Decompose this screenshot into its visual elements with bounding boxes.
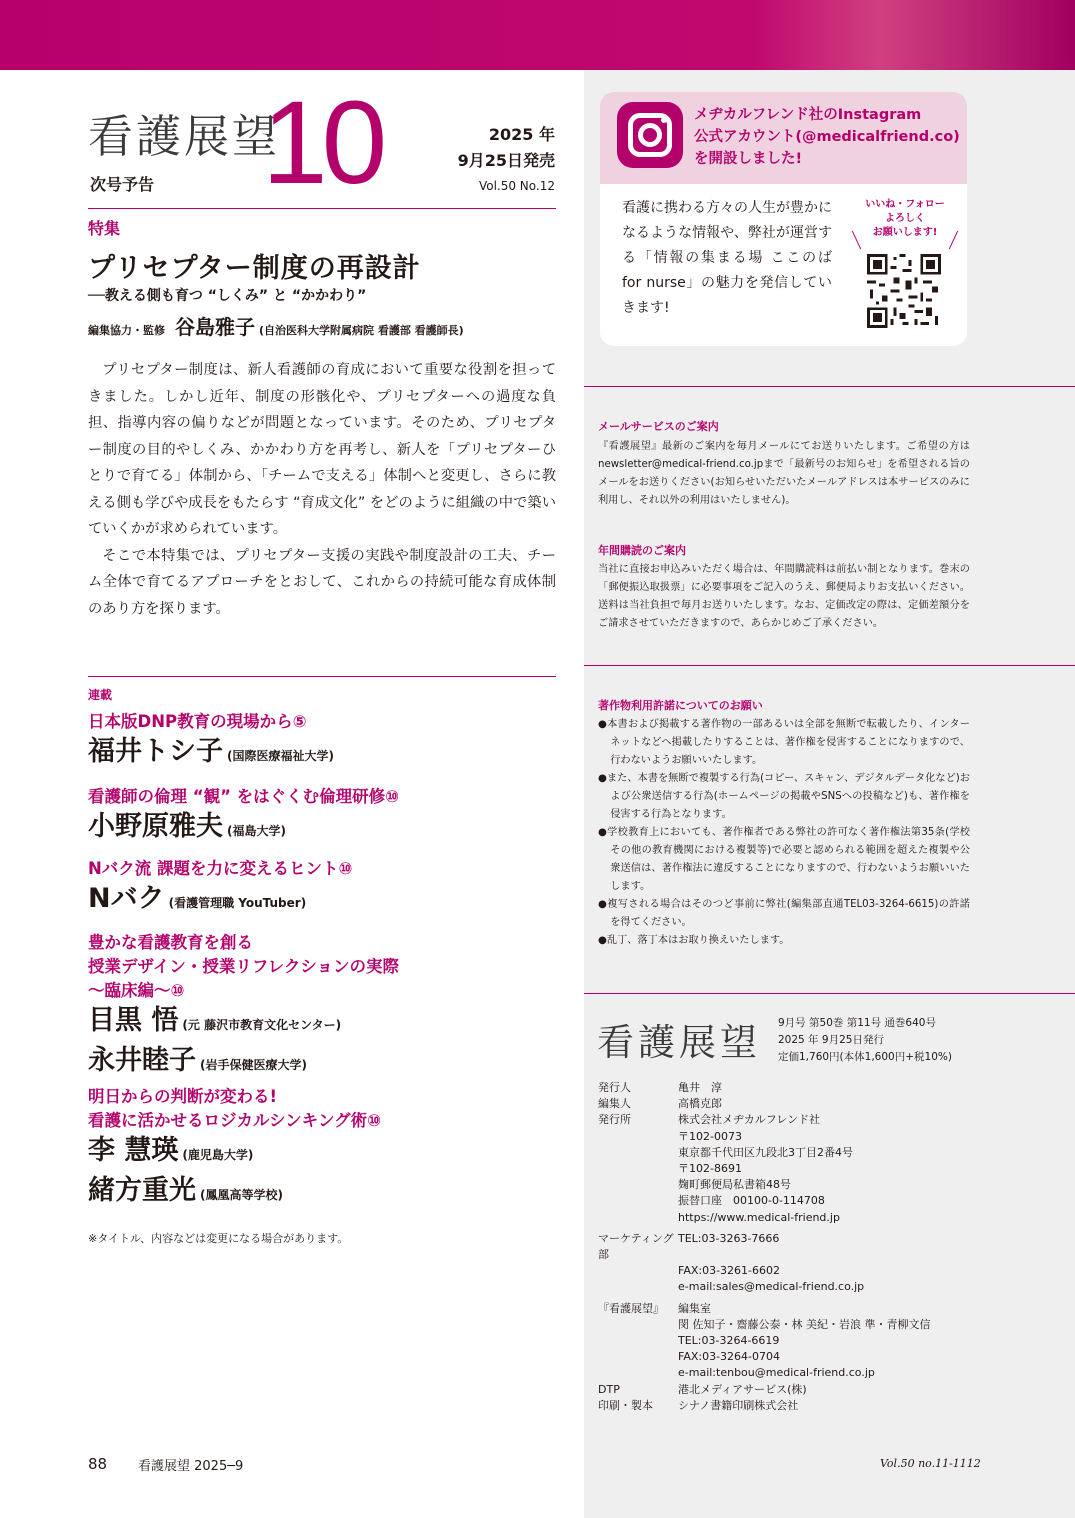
price: 定価1,760円(本体1,600円+税10%)	[778, 1051, 952, 1063]
serial-item	[88, 857, 558, 921]
page-number: 88	[88, 1455, 108, 1473]
email-link[interactable]: e-mail:sales@medical-friend.co.jp	[678, 1280, 865, 1294]
change-note: ※タイトル、内容などは変更になる場合があります。	[88, 1232, 349, 1245]
serial-author	[88, 1173, 558, 1213]
feature-title: プリセプター制度の再設計	[88, 253, 421, 284]
author-affiliation: (看護管理職 YouTuber)	[168, 896, 307, 910]
divider	[88, 208, 556, 209]
label: 編集人	[598, 1097, 631, 1111]
email-link[interactable]: e-mail:tenbou@medical-friend.co.jp	[678, 1366, 875, 1380]
serial-author	[88, 1133, 558, 1173]
intro-paragraph: そこで本特集では、プリセプター支援の実践や制度設計の工夫、チーム全体で育てるアプローチをとおして、これからの持続可能な育成体制のあり方を探ります。	[88, 547, 556, 617]
headline-line: メヂカルフレンド社のInstagram	[694, 107, 922, 123]
mail-service-title: メールサービスのご案内	[598, 420, 719, 433]
copyright-title: 著作物利用許諾についてのお願い	[598, 699, 763, 712]
author-name: 福井トシ子	[88, 736, 223, 767]
serial-title: 明日からの判断が変わる! 看護に活かせるロジカルシンキング術⑩	[88, 1087, 382, 1130]
author-name: 小野原雅夫	[88, 811, 223, 842]
serial-author	[88, 881, 558, 921]
author-affiliation: (国際医療福祉大学)	[227, 749, 334, 763]
value: 〒102-8691	[678, 1162, 742, 1176]
value: TEL:03-3264-6619	[678, 1334, 780, 1348]
label: マーケティング部	[598, 1231, 674, 1262]
value: TEL:03-3263-7666	[678, 1231, 780, 1245]
release-year: 2025 年	[488, 125, 555, 144]
feature-editor	[88, 311, 464, 340]
value: FAX:03-3261-6602	[678, 1264, 781, 1278]
copyright-item: ●学校教育上においても、著作権者である弊社の許可なく著作権法第35条(学校その他の教育機関における複製等)で必要と認められる範囲を超えた複製や公衆送信は、著作権法に違反することになりますので、行わないようお願いいたします。	[598, 827, 970, 892]
headline-line: を開設しました!	[694, 151, 803, 167]
value: 東京都千代田区九段北3丁目2番4号	[678, 1145, 853, 1159]
feature-label: 特集	[88, 219, 121, 238]
editor-name: 谷島雅子	[175, 315, 255, 339]
serial-author	[88, 734, 558, 774]
instagram-headline	[694, 104, 960, 170]
serials-label: 連載	[88, 688, 113, 702]
issue-date: 2025 年 9月25日発行	[778, 1034, 884, 1046]
magazine-title: 看護展望	[88, 110, 281, 163]
serial-title: 看護師の倫理 “観” をはぐくむ倫理研修⑩	[88, 787, 400, 806]
divider	[584, 386, 1075, 387]
label: DTP	[598, 1382, 620, 1396]
value: 閔 佐知子・齋藤公泰・林 美紀・岩浪 準・青柳文信	[678, 1317, 931, 1331]
value: FAX:03-3264-0704	[678, 1350, 781, 1364]
editor-role: 編集協力・監修	[88, 324, 165, 337]
feature-intro	[88, 357, 556, 622]
intro-paragraph: プリセプター制度は、新人看護師の育成において重要な役割を担ってきました。しかし近年、制度の形骸化や、プリセプターへの過度な負担、指導内容の偏りなどが問題となっています。そのため、プリセプター制度の目的やしくみ、かかわり方を再考し、新人を「プリセプターひとりで育てる」体制から、「チームで支える」体制へと変更し、さらに教える側も学びや成長をもたらす “育成文化” をどのように組織の中で築いていくかが求められています。	[88, 362, 556, 537]
value: 港北メディアサービス(株)	[678, 1382, 807, 1396]
author-name: Nバク	[88, 883, 165, 914]
subscription-body: 当社に直接お申込みいただく場合は、年間購読料は前払い制となります。巻末の「郵便振込取扱票」に必要事項をご記入のうえ、郵便局よりお支払いください。送料は当社負担で毎月お送りいたします。なお、定価改定の際は、定価差額分をご請求させていただきますので、あらかじめご了承ください。	[598, 564, 970, 629]
label: 発行人	[598, 1081, 631, 1094]
value: 高橋克郎	[678, 1097, 722, 1111]
author-name: 緒方重光	[88, 1175, 196, 1206]
author-affiliation: (岩手保健医療大学)	[200, 1058, 307, 1072]
feature-subtitle: ──教える側も育つ “しくみ” と “かかわり”	[88, 288, 367, 304]
next-issue-label: 次号予告	[90, 175, 155, 194]
serial-author	[88, 1003, 558, 1043]
author-affiliation: (鳳凰高等学校)	[200, 1188, 283, 1202]
value: シナノ書籍印刷株式会社	[678, 1398, 799, 1412]
copyright-list	[598, 716, 970, 950]
serial-author	[88, 809, 558, 849]
subscription-title: 年間購読のご案内	[598, 544, 686, 557]
author-name: 永井睦子	[88, 1045, 196, 1076]
top-color-band	[0, 0, 1075, 70]
release-day: 9月25日発売	[457, 151, 555, 170]
author-affiliation: (元 藤沢市教育文化センター)	[182, 1018, 342, 1032]
colophon-staff	[598, 1080, 931, 1414]
issue-line: 9月号 第50巻 第11号 通巻640号	[778, 1017, 936, 1029]
copyright-item: ●複写される場合はそのつど事前に弊社(編集部直通TEL03-3264-6615)の許諾を得てください。	[598, 899, 970, 928]
label: 発行所	[598, 1113, 631, 1127]
editor-affiliation: (自治医科大学附属病院 看護部 看護師長)	[259, 324, 464, 337]
instagram-body: 看護に携わる方々の人生が豊かになるような情報や、弊社が運営する「情報の集まる場 ここのば for nurse」の魅力を発信していきます!	[622, 200, 832, 316]
mail-service-body: 『看護展望』最新のご案内を毎月メールにてお送りいたします。ご希望の方はnewsletter@medical-friend.co.jpまで「最新号のお知らせ」を希望される旨のメールをお送りください(お知らせいただいたメールアドレスは本サービスのみに利用し、それ以外の利用はいたしません)。	[598, 441, 970, 506]
value: 株式会社メヂカルフレンド社	[678, 1113, 821, 1127]
callout-line: よろしく	[885, 213, 925, 224]
website-link[interactable]: https://www.medical-friend.jp	[678, 1210, 840, 1224]
copyright-item: ●また、本書を無断で複製する行為(コピー、スキャン、デジタルデータ化など)および公衆送信する行為(ホームページの掲載やSNSへの投稿など)も、著作権を侵害する行為となります。	[598, 773, 970, 820]
label: 印刷・製本	[598, 1398, 653, 1412]
issue-number: 10	[262, 77, 382, 209]
serial-item	[88, 710, 558, 774]
footer-volume: Vol.50 no.11-1112	[880, 1457, 981, 1470]
divider	[584, 993, 1075, 994]
headline-line: 公式アカウント(@medicalfriend.co)	[694, 129, 960, 145]
volume-number: Vol.50 No.12	[478, 179, 555, 193]
serial-item	[88, 931, 558, 1083]
colophon-title: 看護展望	[597, 1021, 761, 1064]
serial-title: Nバク流 課題を力に変えるヒント⑩	[88, 859, 353, 878]
author-affiliation: (福島大学)	[227, 824, 286, 838]
footer-magazine: 看護展望 2025─9	[138, 1459, 244, 1474]
author-affiliation: (鹿児島大学)	[182, 1148, 254, 1162]
divider	[584, 665, 1075, 666]
value: 亀井 淳	[678, 1081, 722, 1094]
callout-line: お願いします!	[872, 227, 938, 238]
value: 編集室	[678, 1301, 711, 1315]
serial-title: 日本版DNP教育の現場から⑤	[88, 712, 307, 731]
value: 〒102-0073	[678, 1129, 742, 1143]
follow-callout	[850, 198, 960, 240]
serial-item	[88, 1085, 558, 1213]
copyright-item: ●乱丁、落丁本はお取り換えいたします。	[598, 935, 790, 946]
instagram-icon	[617, 102, 683, 168]
serial-item	[88, 785, 558, 849]
author-name: 李 慧瑛	[88, 1135, 179, 1166]
qr-code-icon[interactable]	[867, 254, 941, 328]
callout-line: いいね・フォロー	[865, 199, 945, 210]
author-name: 目黒 悟	[88, 1005, 179, 1036]
value: 振替口座 00100-0-114708	[678, 1194, 825, 1208]
release-date	[420, 122, 555, 174]
instagram-header	[600, 92, 967, 184]
serial-author	[88, 1043, 558, 1083]
serial-title: 豊かな看護教育を創る 授業デザイン・授業リフレクションの実際 ～臨床編～⑩	[88, 933, 400, 1000]
colophon-info	[778, 1015, 952, 1066]
instagram-box	[600, 92, 967, 346]
copyright-item: ●本書および掲載する著作物の一部あるいは全部を無断で転載したり、インターネットなどへ掲載したりすることは、著作権を侵害することになりますので、行わないようお願いいたします。	[598, 719, 970, 766]
divider	[88, 676, 556, 677]
value: 麹町郵便局私書箱48号	[678, 1178, 791, 1192]
label: 『看護展望』	[598, 1301, 664, 1315]
